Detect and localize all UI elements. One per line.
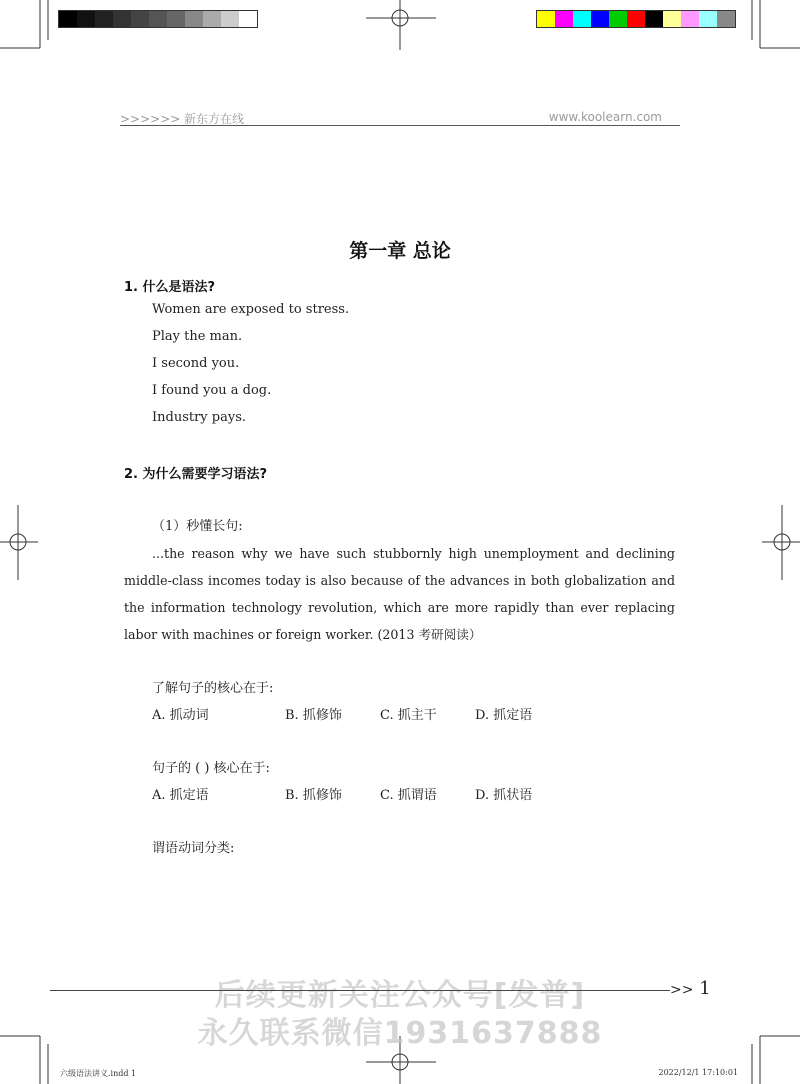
footer-rule	[50, 990, 670, 991]
example-sentence: Women are exposed to stress.	[152, 302, 350, 317]
slug-timestamp: 2022/12/1 17:10:01	[658, 1068, 738, 1077]
page-number	[670, 978, 711, 999]
watermark-line2: 永久联系微信1931637888	[197, 1016, 603, 1051]
question1-prompt: 了解句子的核心在于:	[152, 681, 274, 696]
question1-option-c: C. 抓主干	[380, 708, 437, 723]
header-right: www.koolearn.com	[548, 110, 662, 124]
paragraph-text: ...the reason why we have such stubbornly high unemployment and declining middle-class incomes today is also because of the advances in both globalization and the information technology revolution, which are more rapidly than ever replacing labor with machines or foreign worker. (2013 考研阅读）	[124, 546, 675, 642]
sub-label: （1）秒懂长句:	[152, 519, 243, 534]
watermark-line1: 后续更新关注公众号[发普]	[214, 978, 586, 1013]
question1-option-d: D. 抓定语	[475, 708, 533, 723]
example-sentence: Industry pays.	[152, 410, 247, 425]
slug-file: 六级语法讲义.indd 1	[60, 1069, 137, 1078]
example-sentence: I found you a dog.	[152, 383, 272, 398]
long-sentence-paragraph	[124, 540, 675, 648]
predicate-label: 谓语动词分类:	[152, 841, 235, 856]
question2-option-c: C. 抓谓语	[380, 788, 437, 803]
section1-heading: 1. 什么是语法?	[124, 280, 216, 295]
question1-option-a: A. 抓动词	[152, 708, 209, 723]
question2-option-d: D. 抓状语	[475, 788, 533, 803]
question2-option-a: A. 抓定语	[152, 788, 209, 803]
page-number-prefix: >>	[670, 982, 694, 998]
page-number-value: 1	[699, 978, 711, 999]
chapter-title: 第一章 总论	[349, 240, 451, 262]
header-rule	[120, 125, 680, 126]
example-sentence: Play the man.	[152, 329, 243, 344]
example-sentence: I second you.	[152, 356, 240, 371]
question1-option-b: B. 抓修饰	[285, 708, 342, 723]
section2-heading: 2. 为什么需要学习语法?	[124, 467, 268, 482]
question2-prompt: 句子的 ( ) 核心在于:	[152, 761, 270, 776]
question2-option-b: B. 抓修饰	[285, 788, 342, 803]
header-left: >>>>>> 新东方在线	[120, 112, 245, 126]
